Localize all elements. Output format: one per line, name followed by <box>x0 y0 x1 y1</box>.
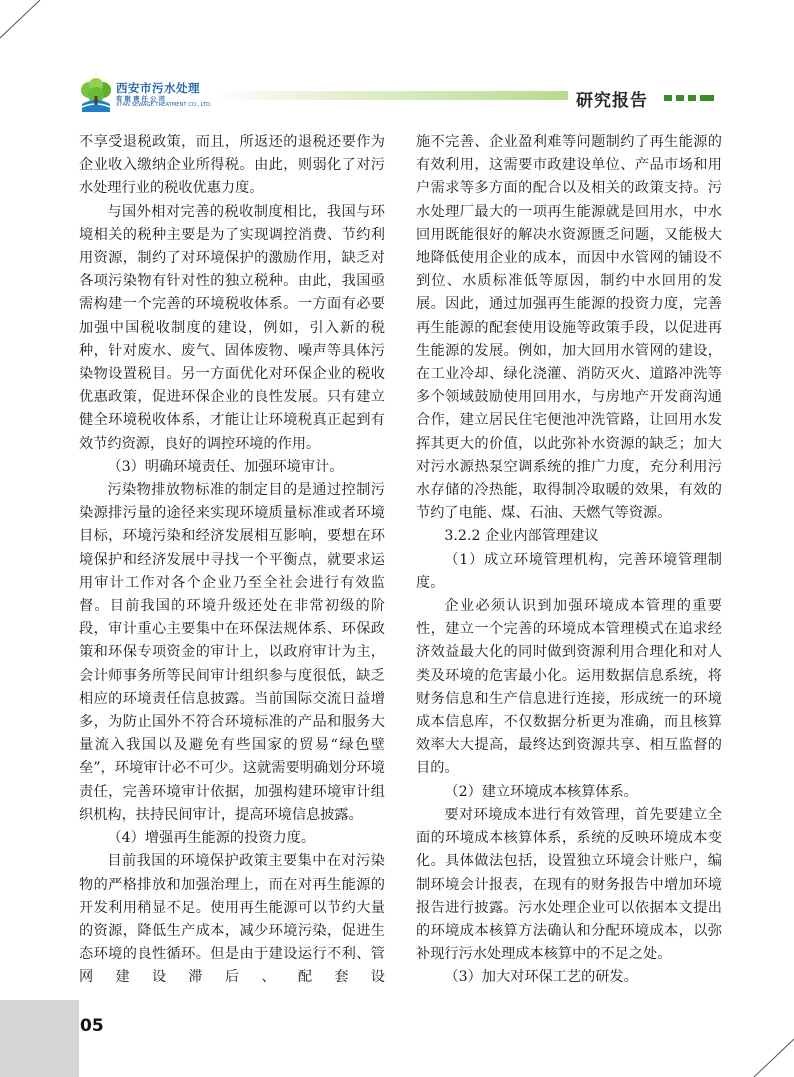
subheading: （3）明确环境责任、加强环境审计。 <box>107 458 344 475</box>
paragraph: 目前我国的环境保护政策主要集中在对污染物的严格排放和加强治理上，而在对再生能源的开发利用稍显不足。使用再生能源可以节约大量的资源，降低生产成本，减少环境污染，促进生态环境的良性循环。但是由于建设运行不利、管网建设滞后、配套设 <box>79 853 385 986</box>
paragraph: 污染物排放物标准的制定目的是通过控制污染源排污量的途径来实现环境质量标准或者环境目标，环境污染和经济发展相互影响，要想在环境保护和经济发展中寻找一个平衡点，就要求运用审计工作对各个企业乃至全社会进行有效监督。目前我国的环境升级还处在非常初级的阶段，审计重心主要集中在环保法规体系、环保政策和环保专项资金的审计上，以政府审计为主，会计师事务所等民间审计组织参与度很低，缺乏相应的环境责任信息披露。当前国际交流日益增多，为防止国外不符合环境标准的产品和服务大量流入我国以及避免有些国家的贸易“绿色壁垒”，环境审计必不可少。这就需要明确划分环境责任，完善环境审计依据，加强构建环境审计组织机构，扶持民间审计，提高环境信息披露。 <box>79 482 385 823</box>
header-square-icon <box>688 95 696 101</box>
paragraph: 要对环境成本进行有效管理，首先要建立全面的环境成本核算体系，系统的反映环境成本变化。具体做法包括，设置独立环境会计账户，编制环境会计报表，在现有的财务报告中增加环境报告进行披露。污水处理企业可以依据本文提出的环境成本核算方法确认和分配环境成本，以弥补现行污水处理成本核算中的不足之处。 <box>416 806 722 963</box>
header-gradient-bar <box>212 91 568 100</box>
corner-ribbon-bottom-right <box>746 1031 794 1077</box>
section-title: 研究报告 <box>576 91 648 111</box>
tree-logo-icon <box>78 78 114 114</box>
left-column <box>79 131 385 990</box>
header-square-icon <box>676 95 684 101</box>
logo-text-chinese: 西安市污水处理 <box>116 81 200 95</box>
header-square-icon <box>700 95 714 101</box>
logo-text-chinese-sub: 有限责任公司 <box>116 95 167 103</box>
paragraph: 施不完善、企业盈利难等问题制约了再生能源的有效利用，这需要市政建设单位、产品市场和用户需求等多方面的配合以及相关的政策支持。污水处理厂最大的一项再生能源就是回用水，中水回用既能很好的解决水资源匮乏问题，又能极大地降低使用企业的成本，而因中水管网的铺设不到位、水质标准低等原因，制约中水回用的发展。因此，通过加强再生能源的投资力度，完善再生能源的配套使用设施等政策手段，以促进再生能源的发展。例如，加大回用水管网的建设，在工业冷却、绿化浇灌、消防灭火、道路冲洗等多个领域鼓励使用回用水，与房地产开发商沟通合作，建立居民住宅便池冲洗管路，让回用水发挥其更大的价值，以此弥补水资源的缺乏；加大对污水源热泵空调系统的推广力度，充分利用污水存储的冷热能，取得制冷取暖的效果，有效的节约了电能、煤、石油、天燃气等资源。 <box>416 134 722 522</box>
right-column <box>416 131 722 990</box>
paragraph: 企业必须认识到加强环境成本管理的重要性，建立一个完善的环境成本管理模式在追求经济效益最大化的同时做到资源利用合理化和对人类及环境的危害最小化。运用数据信息系统，将财务信息和生产信息进行连接，形成统一的环境成本信息库，不仅数据分析更为准确，而且核算效率大大提高，最终达到资源共享、相互监督的目的。 <box>416 598 722 777</box>
page-number-sidebar <box>0 1000 79 1077</box>
subheading: （1）成立环境管理机构，完善环境管理制度。 <box>416 551 722 591</box>
logo-text-english: XI'AN SEWAGE TREATMENT CO., LTD. <box>116 102 212 108</box>
subheading: （3）加大对环保工艺的研发。 <box>444 969 638 986</box>
subheading: （4）增强再生能源的投资力度。 <box>107 830 316 847</box>
company-logo <box>78 78 212 114</box>
corner-ribbon-top-left <box>0 0 48 46</box>
subheading: 3.2.2 企业内部管理建议 <box>444 528 599 545</box>
paragraph: 与国外相对完善的税收制度相比，我国与环境相关的税种主要是为了实现调控消费、节约利用资源，制约了对环境保护的激励作用，缺乏对各项污染物有针对性的独立税种。由此，我国亟需构建一个完善的环境税收体系。一方面有必要加强中国税收制度的建设，例如，引入新的税种，针对废水、废气、固体废物、噪声等具体污染物设置税目。另一方面优化对环保企业的税收优惠政策，促进环保企业的良性发展。只有建立健全环境税收体系，才能让让环境税真正起到有效节约资源，良好的调控环境的作用。 <box>79 203 385 452</box>
page-number: 05 <box>80 1016 104 1036</box>
paragraph: 不享受退税政策，而且，所返还的退税还要作为企业收入缴纳企业所得税。由此，则弱化了对污水处理行业的税收优惠力度。 <box>79 134 385 197</box>
subheading: （2）建立环境成本核算体系。 <box>444 783 638 800</box>
header-square-icon <box>664 95 672 101</box>
